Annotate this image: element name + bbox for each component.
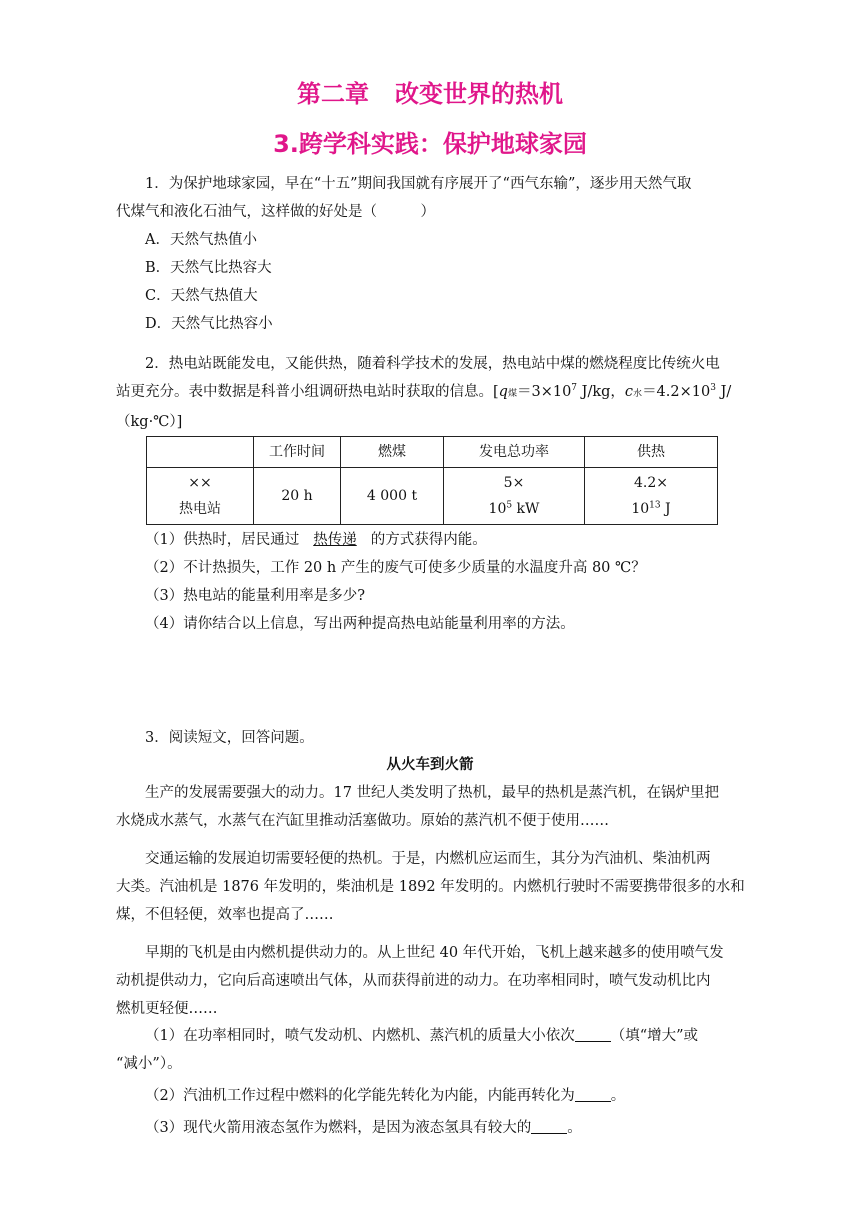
q2-sub4: （4）请你结合以上信息，写出两种提高热电站能量利用率的方法。 bbox=[145, 616, 575, 632]
q2-sub1-text-end: 的方式获得内能。 bbox=[370, 532, 487, 548]
question-2-subquestions bbox=[116, 526, 752, 638]
chapter-name: 改变世界的热机 bbox=[395, 80, 563, 108]
c-subscript: 水 bbox=[633, 389, 643, 399]
q1-stem-line2: 代煤气和液化石油气，这样做的好处是（ ） bbox=[116, 204, 435, 220]
c-exponent: 3 bbox=[710, 383, 716, 394]
q2-stem-line2 bbox=[116, 378, 752, 408]
q3-sub1-line2: “减小”）。 bbox=[116, 1056, 182, 1072]
q3-sub2-blank[interactable] bbox=[575, 1085, 611, 1102]
q2-stem-line1: 2．热电站既能发电，又能供热，随着科学技术的发展，热电站中煤的燃烧程度比传统火电 bbox=[145, 356, 720, 372]
q2-sub2: （2）不计热损失，工作 20 h 产生的废气可使多少质量的水温度升高 80 ℃？ bbox=[145, 560, 646, 576]
power-base: 10 bbox=[488, 501, 507, 517]
q3-sub1 bbox=[116, 1022, 752, 1050]
q1-option-d[interactable]: D．天然气比热容小 bbox=[145, 316, 273, 332]
q1-stem-line1: 1．为保护地球家园，早在“十五”期间我国就有序展开了“西气东输”，逐步用天然气取 bbox=[145, 176, 692, 192]
q3-intro: 3．阅读短文，回答问题。 bbox=[145, 730, 314, 746]
q-subscript: 煤 bbox=[507, 389, 517, 399]
question-3-subquestions bbox=[116, 1022, 752, 1142]
question-2 bbox=[116, 350, 752, 436]
q2-sub1-answer[interactable]: 热传递 bbox=[313, 532, 357, 548]
question-1 bbox=[116, 170, 752, 338]
q2-sub1 bbox=[116, 526, 752, 554]
q-exponent: 7 bbox=[571, 383, 578, 394]
power-exponent: 5 bbox=[506, 500, 513, 511]
passage-para2-line1: 交通运输的发展迫切需要轻便的热机。于是，内燃机应运而生，其分为汽油机、柴油机两 bbox=[145, 851, 711, 867]
q3-sub3 bbox=[116, 1114, 752, 1142]
station-name: 热电站 bbox=[179, 501, 221, 517]
q1-option-b[interactable]: B．天然气比热容大 bbox=[145, 260, 272, 276]
q3-sub3-blank[interactable] bbox=[531, 1117, 567, 1134]
q1-option-c[interactable]: C．天然气热值大 bbox=[145, 288, 258, 304]
passage-para1-line1: 生产的发展需要强大的动力。17 世纪人类发明了热机，最早的热机是蒸汽机，在锅炉里把 bbox=[145, 785, 720, 801]
passage-para2-line3: 煤，不但轻便，效率也提高了…… bbox=[116, 907, 334, 923]
q3-sub1-text-end: （填“增大”或 bbox=[610, 1028, 699, 1044]
passage-para3-line2: 动机提供动力，它向后高速喷出气体，从而获得前进的动力。在功率相同时，喷气发动机比内 bbox=[116, 973, 711, 989]
q3-sub3-text-end: 。 bbox=[567, 1120, 582, 1136]
heat-exponent: 13 bbox=[649, 500, 661, 511]
table-row bbox=[147, 468, 718, 525]
q1-option-a[interactable]: A．天然气热值小 bbox=[145, 232, 257, 248]
c-unit: J/ bbox=[715, 384, 732, 400]
passage-para3-line1: 早期的飞机是由内燃机提供动力的。从上世纪 40 年代开始，飞机上越来越多的使用喷气发 bbox=[145, 945, 724, 961]
table-header-cell: 工作时间 bbox=[254, 437, 341, 468]
section-title: 3.跨学科实践：保护地球家园 bbox=[273, 130, 587, 158]
table-header-cell: 发电总功率 bbox=[444, 437, 585, 468]
q2-sub3: （3）热电站的能量利用率是多少? bbox=[145, 588, 365, 604]
q-symbol: q bbox=[498, 384, 508, 400]
c-symbol: c bbox=[624, 384, 634, 400]
table-cell-work-time: 20 h bbox=[254, 468, 341, 525]
q2-stem-line3: （kg·℃）] bbox=[116, 414, 183, 430]
station-mark: ×× bbox=[188, 475, 212, 491]
table-header-cell: 燃煤 bbox=[341, 437, 444, 468]
power-unit: kW bbox=[512, 501, 540, 517]
c-value: ＝4.2×10 bbox=[642, 384, 711, 400]
power-station-table bbox=[146, 436, 718, 525]
table-header-cell: 供热 bbox=[585, 437, 718, 468]
table-cell-power bbox=[444, 468, 585, 525]
passage-title: 从火车到火箭 bbox=[386, 757, 474, 773]
heat-base: 10 bbox=[631, 501, 650, 517]
passage-body bbox=[116, 779, 752, 1023]
q3-sub1-blank[interactable] bbox=[575, 1025, 611, 1042]
chapter-number: 第二章 bbox=[297, 80, 369, 108]
question-3-intro bbox=[116, 724, 752, 752]
q-value: ＝3×10 bbox=[516, 384, 572, 400]
table-cell-coal: 4 000 t bbox=[341, 468, 444, 525]
q3-sub2-text: （2）汽油机工作过程中燃料的化学能先转化为内能，内能再转化为 bbox=[145, 1088, 575, 1104]
passage-para3-line3: 燃机更轻便…… bbox=[116, 1001, 218, 1017]
passage-para2-line2: 大类。汽油机是 1876 年发明的，柴油机是 1892 年发明的。内燃机行驶时不需要携带很多的水和 bbox=[116, 879, 745, 895]
q2-stem-text: 站更充分。表中数据是科普小组调研热电站时获取的信息。[ bbox=[116, 384, 499, 400]
q2-sub1-text: （1）供热时，居民通过 bbox=[145, 532, 300, 548]
heat-unit: J bbox=[660, 501, 671, 517]
table-header-cell bbox=[147, 437, 254, 468]
table-header-row bbox=[147, 437, 718, 468]
q3-sub2 bbox=[116, 1082, 752, 1110]
table-cell-heat bbox=[585, 468, 718, 525]
q3-sub3-text: （3）现代火箭用液态氢作为燃料，是因为液态氢具有较大的 bbox=[145, 1120, 532, 1136]
q-unit: J/kg， bbox=[577, 384, 625, 400]
chapter-title bbox=[0, 74, 860, 109]
passage-para1-line2: 水烧成水蒸气，水蒸气在汽缸里推动活塞做功。原始的蒸汽机不便于使用…… bbox=[116, 813, 609, 829]
power-coefficient: 5× bbox=[503, 475, 525, 491]
heat-coefficient: 4.2× bbox=[634, 475, 668, 491]
q3-sub2-text-end: 。 bbox=[610, 1088, 626, 1104]
q3-sub1-text: （1）在功率相同时，喷气发动机、内燃机、蒸汽机的质量大小依次 bbox=[145, 1028, 575, 1044]
table-cell-station bbox=[147, 468, 254, 525]
